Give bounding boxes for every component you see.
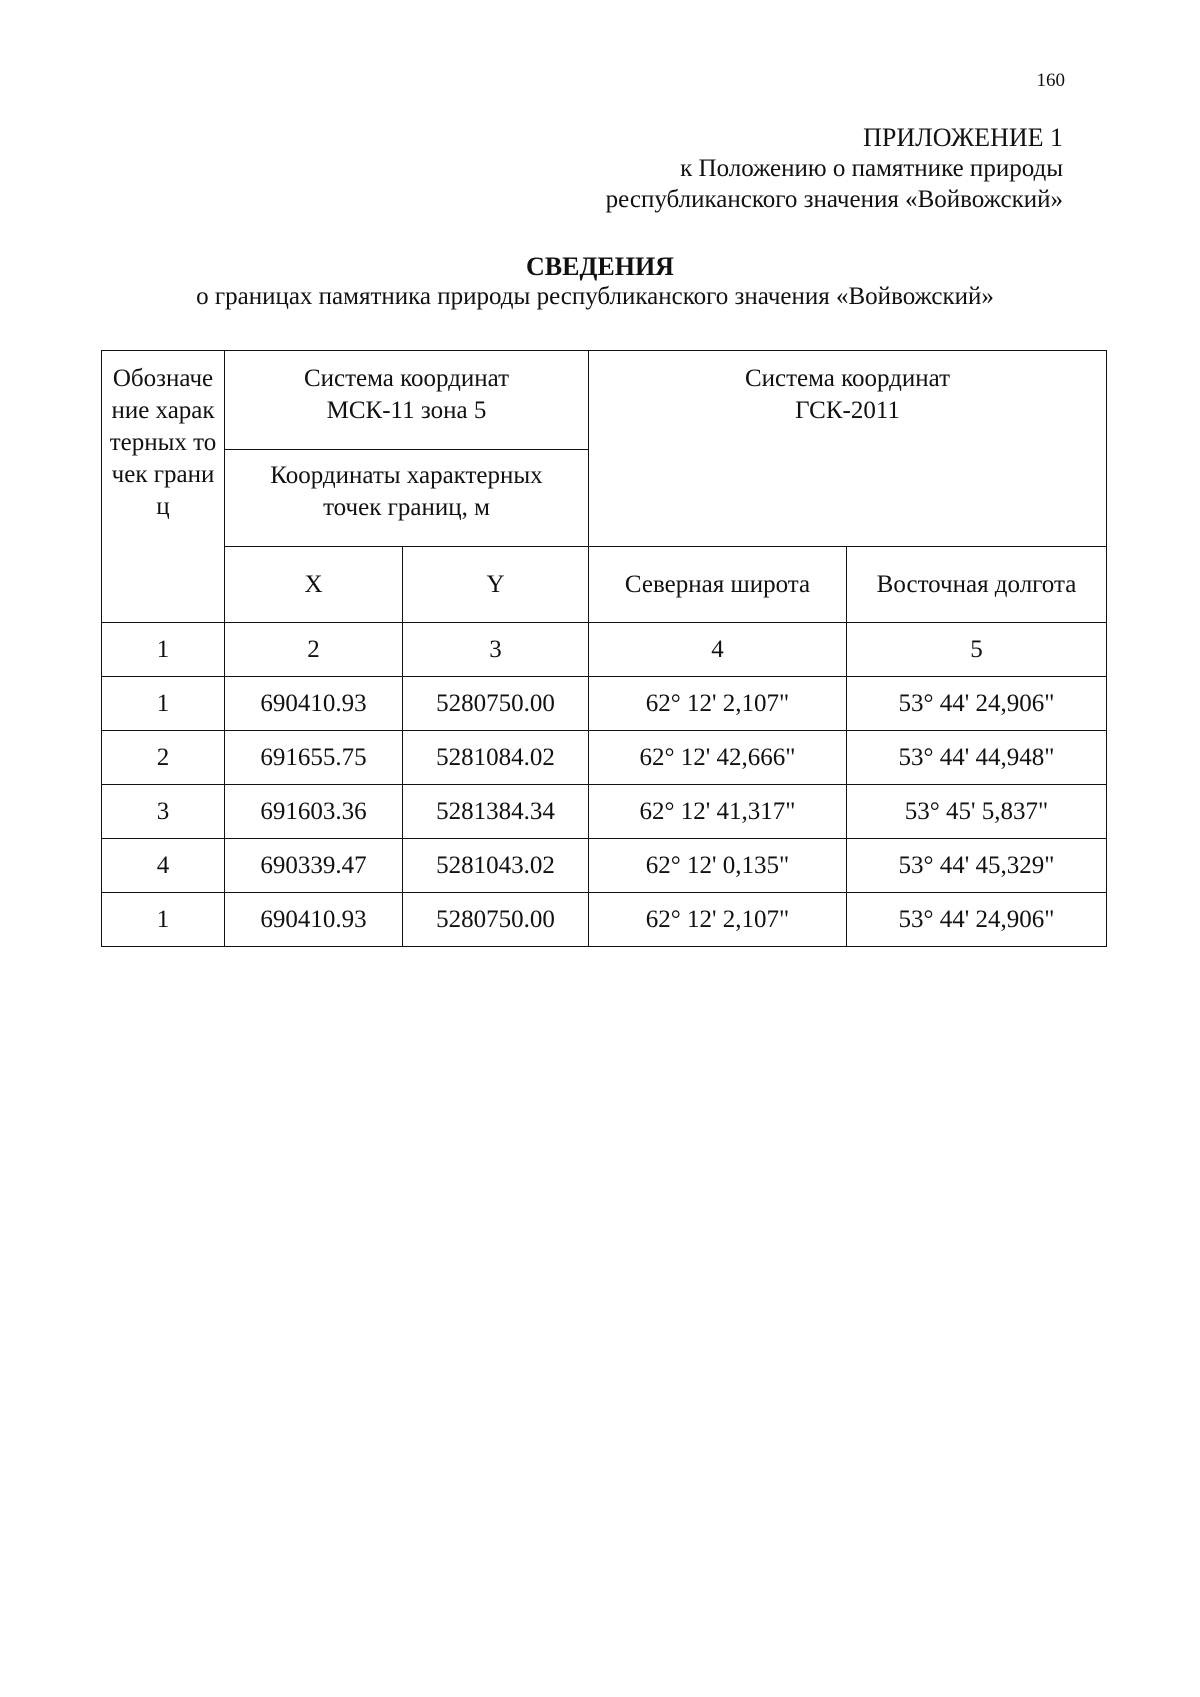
table-row (102, 893, 1107, 947)
cell-point: 3 (102, 785, 225, 839)
cell-lon: 53° 44' 24,906" (847, 677, 1107, 731)
cell-x: 690410.93 (225, 677, 403, 731)
column-number: 1 (102, 623, 225, 677)
cell-lon: 53° 45' 5,837" (847, 785, 1107, 839)
cell-point: 1 (102, 677, 225, 731)
header-msk-coords: Координаты характерных точек границ, м (225, 450, 589, 547)
appendix-title: ПРИЛОЖЕНИЕ 1 (863, 123, 1063, 152)
cell-y: 5281043.02 (403, 839, 589, 893)
column-number: 2 (225, 623, 403, 677)
cell-x: 691655.75 (225, 731, 403, 785)
cell-lon: 53° 44' 24,906" (847, 893, 1107, 947)
coordinates-table (101, 350, 1107, 947)
column-number-row (102, 623, 1107, 677)
header-lat: Северная широта (589, 547, 847, 623)
header-x: X (225, 547, 403, 623)
header-gsk-system: Система координат ГСК-2011 (589, 351, 1107, 547)
column-number: 4 (589, 623, 847, 677)
header-y: Y (403, 547, 589, 623)
appendix-block (606, 122, 1063, 215)
cell-x: 691603.36 (225, 785, 403, 839)
cell-lon: 53° 44' 45,329" (847, 839, 1107, 893)
heading-title: СВЕДЕНИЯ (526, 252, 674, 281)
header-msk-system: Система координат МСК-11 зона 5 (225, 351, 589, 450)
table-row (102, 677, 1107, 731)
header-designation: Обозначение характерных точек границ (102, 351, 225, 623)
cell-y: 5281084.02 (403, 731, 589, 785)
table-row (102, 839, 1107, 893)
document-heading (0, 252, 1200, 312)
cell-point: 2 (102, 731, 225, 785)
cell-y: 5281384.34 (403, 785, 589, 839)
cell-lat: 62° 12' 42,666" (589, 731, 847, 785)
cell-x: 690339.47 (225, 839, 403, 893)
cell-point: 4 (102, 839, 225, 893)
page-number: 160 (1036, 70, 1065, 91)
cell-lat: 62° 12' 0,135" (589, 839, 847, 893)
heading-subtitle: о границах памятника природы республиканского значения «Войвожский» (196, 283, 994, 310)
cell-lat: 62° 12' 41,317" (589, 785, 847, 839)
column-number: 3 (403, 623, 589, 677)
cell-x: 690410.93 (225, 893, 403, 947)
cell-y: 5280750.00 (403, 677, 589, 731)
cell-lon: 53° 44' 44,948" (847, 731, 1107, 785)
cell-lat: 62° 12' 2,107" (589, 893, 847, 947)
table-row (102, 731, 1107, 785)
table-row (102, 785, 1107, 839)
header-lon: Восточная долгота (847, 547, 1107, 623)
cell-point: 1 (102, 893, 225, 947)
cell-lat: 62° 12' 2,107" (589, 677, 847, 731)
column-number: 5 (847, 623, 1107, 677)
appendix-line: республиканского значения «Войвожский» (605, 186, 1063, 213)
appendix-line: к Положению о памятнике природы (680, 155, 1063, 182)
cell-y: 5280750.00 (403, 893, 589, 947)
